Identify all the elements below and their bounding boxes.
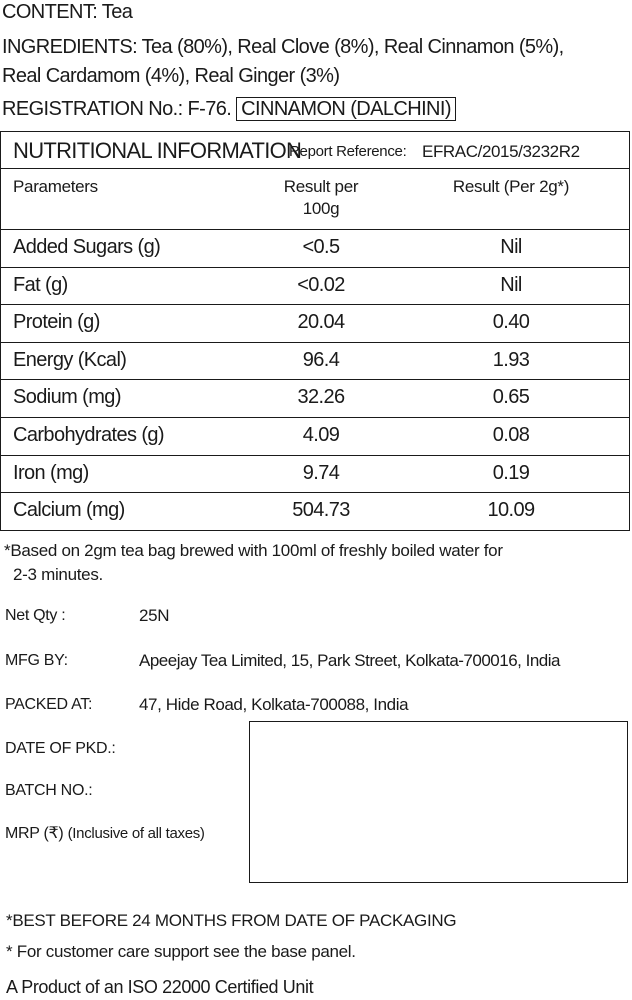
col-per100-line2: 100g	[302, 199, 340, 218]
row-parameter: Sodium (mg)	[13, 386, 121, 409]
table-row	[1, 229, 629, 267]
row-per100: 504.73	[292, 499, 350, 522]
mfg-value: Apeejay Tea Limited, 15, Park Street, Kolkata-700016, India	[139, 651, 560, 670]
row-parameter: Added Sugars (g)	[13, 236, 161, 258]
row-per100: 9.74	[302, 461, 340, 484]
row-per2g: 0.65	[492, 386, 530, 409]
row-per2g: 10.09	[487, 499, 535, 522]
nutrition-table	[0, 131, 630, 531]
ingredients-line-1: INGREDIENTS: Tea (80%), Real Clove (8%), Real Cinnamon (5%),	[2, 36, 564, 58]
row-parameter: Protein (g)	[13, 311, 100, 334]
row-per2g: Nil	[500, 236, 522, 258]
table-row	[1, 304, 629, 342]
footnote-line-2: 2-3 minutes.	[13, 565, 103, 584]
registration-line	[2, 98, 456, 121]
table-row	[1, 342, 629, 380]
row-per100: 32.26	[297, 386, 345, 409]
mrp-note: (Inclusive of all taxes)	[67, 825, 205, 842]
row-per100: 4.09	[302, 424, 340, 446]
net-qty-value: 25N	[139, 606, 170, 625]
mrp-label: MRP (₹)	[5, 825, 64, 842]
print-stamp-box	[249, 721, 628, 883]
row-per2g: 0.19	[492, 461, 530, 484]
table-row	[1, 379, 629, 417]
iso-certification: A Product of an ISO 22000 Certified Unit	[6, 977, 314, 997]
report-reference-value: EFRAC/2015/3232R2	[422, 142, 580, 161]
content-line: CONTENT: Tea	[2, 1, 133, 23]
ingredients-line-2: Real Cardamom (4%), Real Ginger (3%)	[2, 65, 340, 87]
row-per2g: 0.08	[492, 424, 530, 446]
table-row	[1, 267, 629, 305]
row-parameter: Energy (Kcal)	[13, 348, 127, 371]
nutrition-title: NUTRITIONAL INFORMATION	[13, 138, 302, 163]
row-per2g: 1.93	[492, 348, 530, 371]
footnote-line-1: *Based on 2gm tea bag brewed with 100ml of freshly boiled water for	[4, 541, 503, 560]
mrp-line	[5, 823, 205, 843]
packed-label: PACKED AT:	[5, 696, 93, 713]
row-per2g: Nil	[500, 273, 522, 296]
row-per2g: 0.40	[492, 311, 530, 334]
table-row	[1, 455, 629, 493]
row-parameter: Carbohydrates (g)	[13, 424, 164, 446]
row-per100: <0.02	[297, 273, 345, 296]
col-per100-line1: Result per	[283, 177, 359, 196]
table-row	[1, 492, 629, 530]
table-row	[1, 417, 629, 455]
col-per2g: Result (Per 2g*)	[452, 177, 570, 196]
mfg-label: MFG BY:	[5, 652, 68, 669]
packed-value: 47, Hide Road, Kolkata-700088, India	[139, 695, 409, 714]
row-per100: 96.4	[302, 348, 340, 371]
row-per100: 20.04	[297, 311, 345, 334]
report-reference-label: Report Reference:	[289, 143, 407, 160]
variant-box: CINNAMON (DALCHINI)	[236, 97, 456, 121]
date-of-packing-label: DATE OF PKD.:	[5, 740, 116, 757]
row-parameter: Iron (mg)	[13, 461, 89, 484]
nutrition-header	[1, 132, 629, 169]
customer-care-note: * For customer care support see the base panel.	[6, 942, 356, 961]
col-parameters: Parameters	[13, 177, 98, 196]
registration-number: REGISTRATION No.: F-76.	[2, 98, 232, 120]
row-parameter: Fat (g)	[13, 273, 68, 296]
row-parameter: Calcium (mg)	[13, 499, 125, 522]
row-per100: <0.5	[302, 236, 340, 258]
net-qty-label: Net Qty :	[5, 607, 66, 624]
best-before: *BEST BEFORE 24 MONTHS FROM DATE OF PACKAGING	[6, 911, 457, 930]
batch-number-label: BATCH NO.:	[5, 782, 93, 799]
